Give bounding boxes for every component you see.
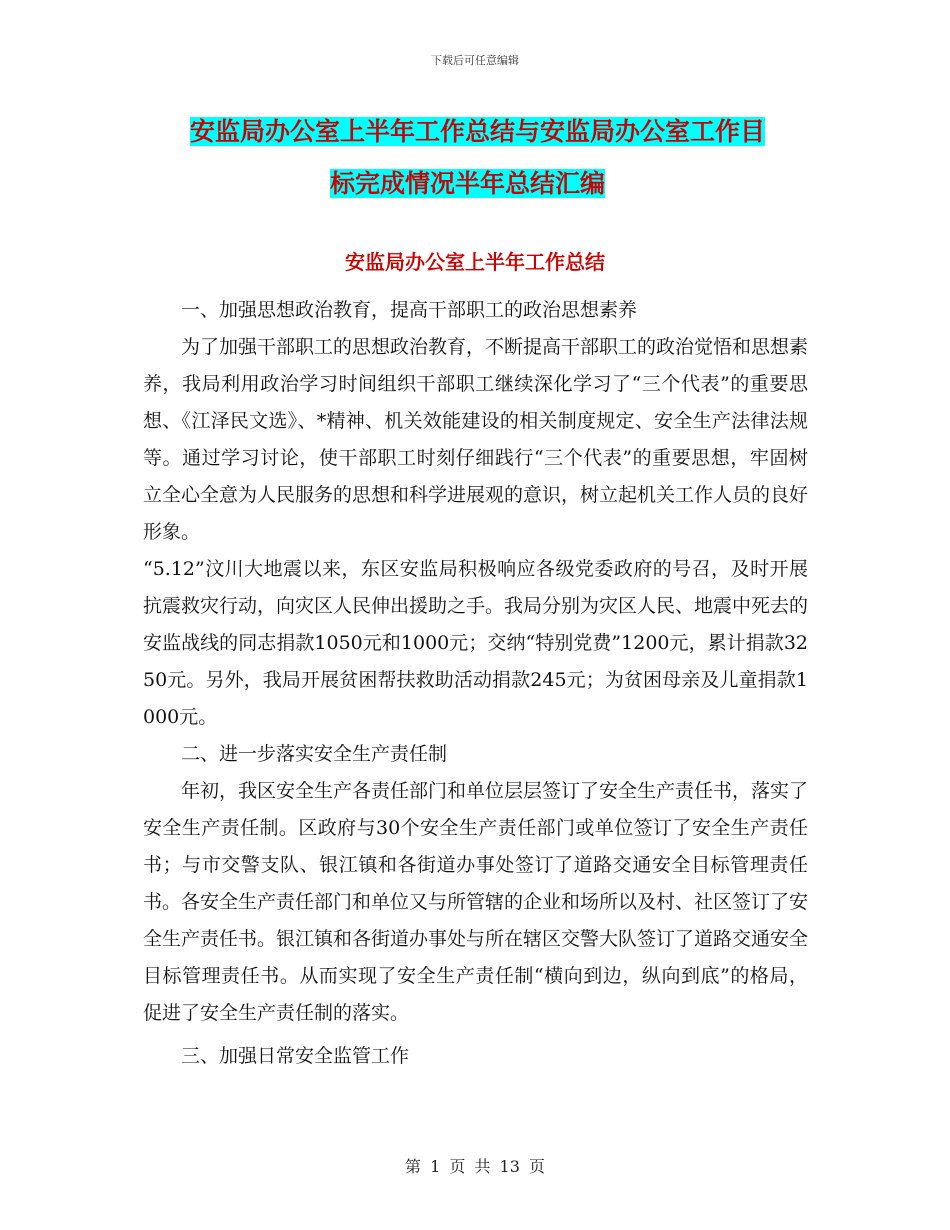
document-title-line1: 安监局办公室上半年工作总结与安监局办公室工作目 [190,117,766,146]
document-title-line2: 标完成情况半年总结汇编 [330,169,606,198]
page-footer: 第 1 页 共 13 页 [405,1157,545,1176]
heading-2: 二、进一步落实安全生产责任制 [181,743,448,765]
paragraph-3: 年初，我区安全生产各责任部门和单位层层签订了安全生产责任书，落实了安全生产责任制。区政府与30个安全生产责任部门或单位签订了安全生产责任书；与市交警支队、银江镇和各街道办事处签订了道路交通安全目标管理责任书。各安全生产责任部门和单位又与所管辖的企业和场所以及村、社区签订了安全生产责任书。银江镇和各街道办事处与所在辖区交警大队签订了道路交通安全目标管理责任书。从而实现了安全生产责任制“横向到边，纵向到底”的格局，促进了安全生产责任制的落实。 [143,780,809,1024]
paragraph-1: 为了加强干部职工的思想政治教育，不断提高干部职工的政治觉悟和思想素养，我局利用政治学习时间组织干部职工继续深化学习了“三个代表”的重要思想、《江泽民文选》、*精神、机关效能建设的相关制度规定、安全生产法律法规等。通过学习讨论，使干部职工时刻仔细践行“三个代表”的重要思想，牢固树立全心全意为人民服务的思想和科学进展观的意识，树立起机关工作人员的良好形象。 [143,336,809,543]
page-header-note: 下载后可任意编辑 [431,54,519,67]
document-body [143,292,808,1075]
document-title [190,106,810,210]
paragraph-2: “5.12”汶川大地震以来，东区安监局积极响应各级党委政府的号召，及时开展抗震救灾行动，向灾区人民伸出援助之手。我局分别为灾区人民、地震中死去的安监战线的同志捐款1050元和1000元；交纳“特别党费”1200元，累计捐款3250元。另外，我局开展贫困帮扶救助活动捐款245元；为贫困母亲及儿童捐款1000元。 [143,558,809,728]
section-title: 安监局办公室上半年工作总结 [345,250,605,274]
heading-1: 一、加强思想政治教育，提高干部职工的政治思想素养 [181,299,638,321]
heading-3: 三、加强日常安全监管工作 [181,1045,410,1067]
